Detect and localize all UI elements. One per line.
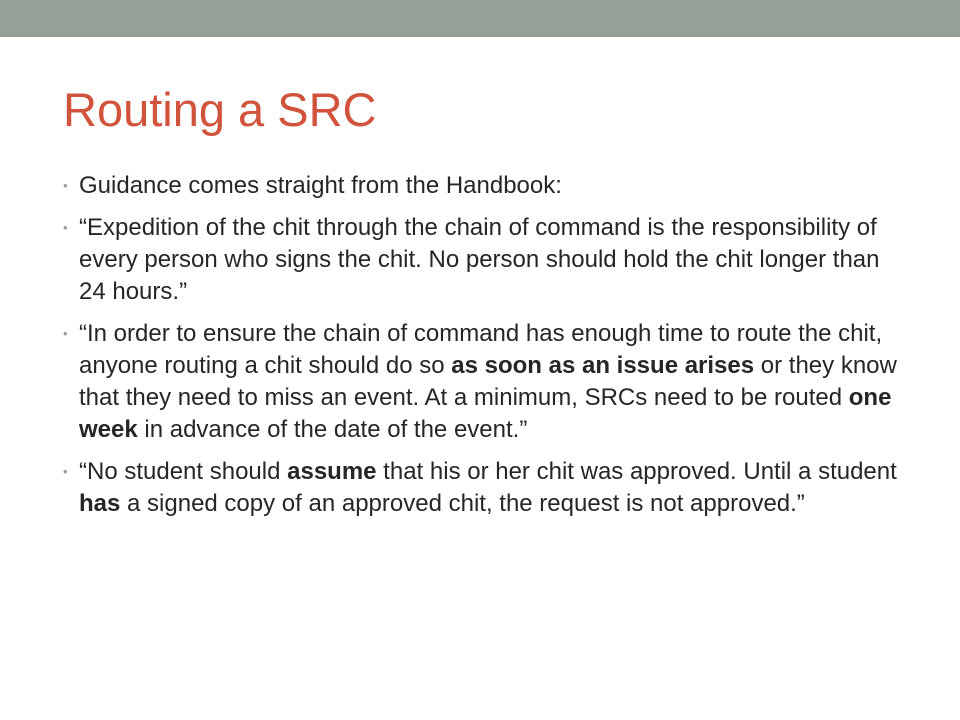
top-accent-bar [0,0,960,37]
bullet-dot-icon: • [63,326,68,341]
bullet-text: Guidance comes straight from the Handbook: [79,172,562,199]
bullet-item [63,170,903,202]
bullet-dot-icon: • [63,220,68,235]
bullet-text: or they know that they need to miss an event. At a minimum, SRCs need to be routed [79,352,897,411]
bullet-text: in advance of the date of the event.” [137,416,528,443]
bullet-item [63,212,903,308]
bullet-emphasis-text: has [79,490,121,517]
bullet-dot-icon: • [63,178,68,193]
bullet-emphasis-text: as soon as an issue arises [451,352,755,379]
bullet-item [63,456,903,520]
bullet-text: “No student should [79,458,288,485]
bullet-text: that his or her chit was approved. Until a student [376,458,897,485]
slide-title: Routing a SRC [63,83,377,136]
bullet-text: “Expedition of the chit through the chain of command is the responsibility of every person who signs the chit. No person should hold the chit longer than 24 hours.” [79,214,880,305]
bullet-dot-icon: • [63,464,68,479]
bullet-item [63,318,903,446]
bullet-emphasis-text: assume [287,458,377,485]
bullet-list [63,170,903,530]
bullet-emphasis-text: one week [79,384,892,443]
bullet-text: “In order to ensure the chain of command has enough time to route the chit, anyone routing a chit should do so [79,320,883,379]
bullet-text: a signed copy of an approved chit, the request is not approved.” [120,490,805,517]
